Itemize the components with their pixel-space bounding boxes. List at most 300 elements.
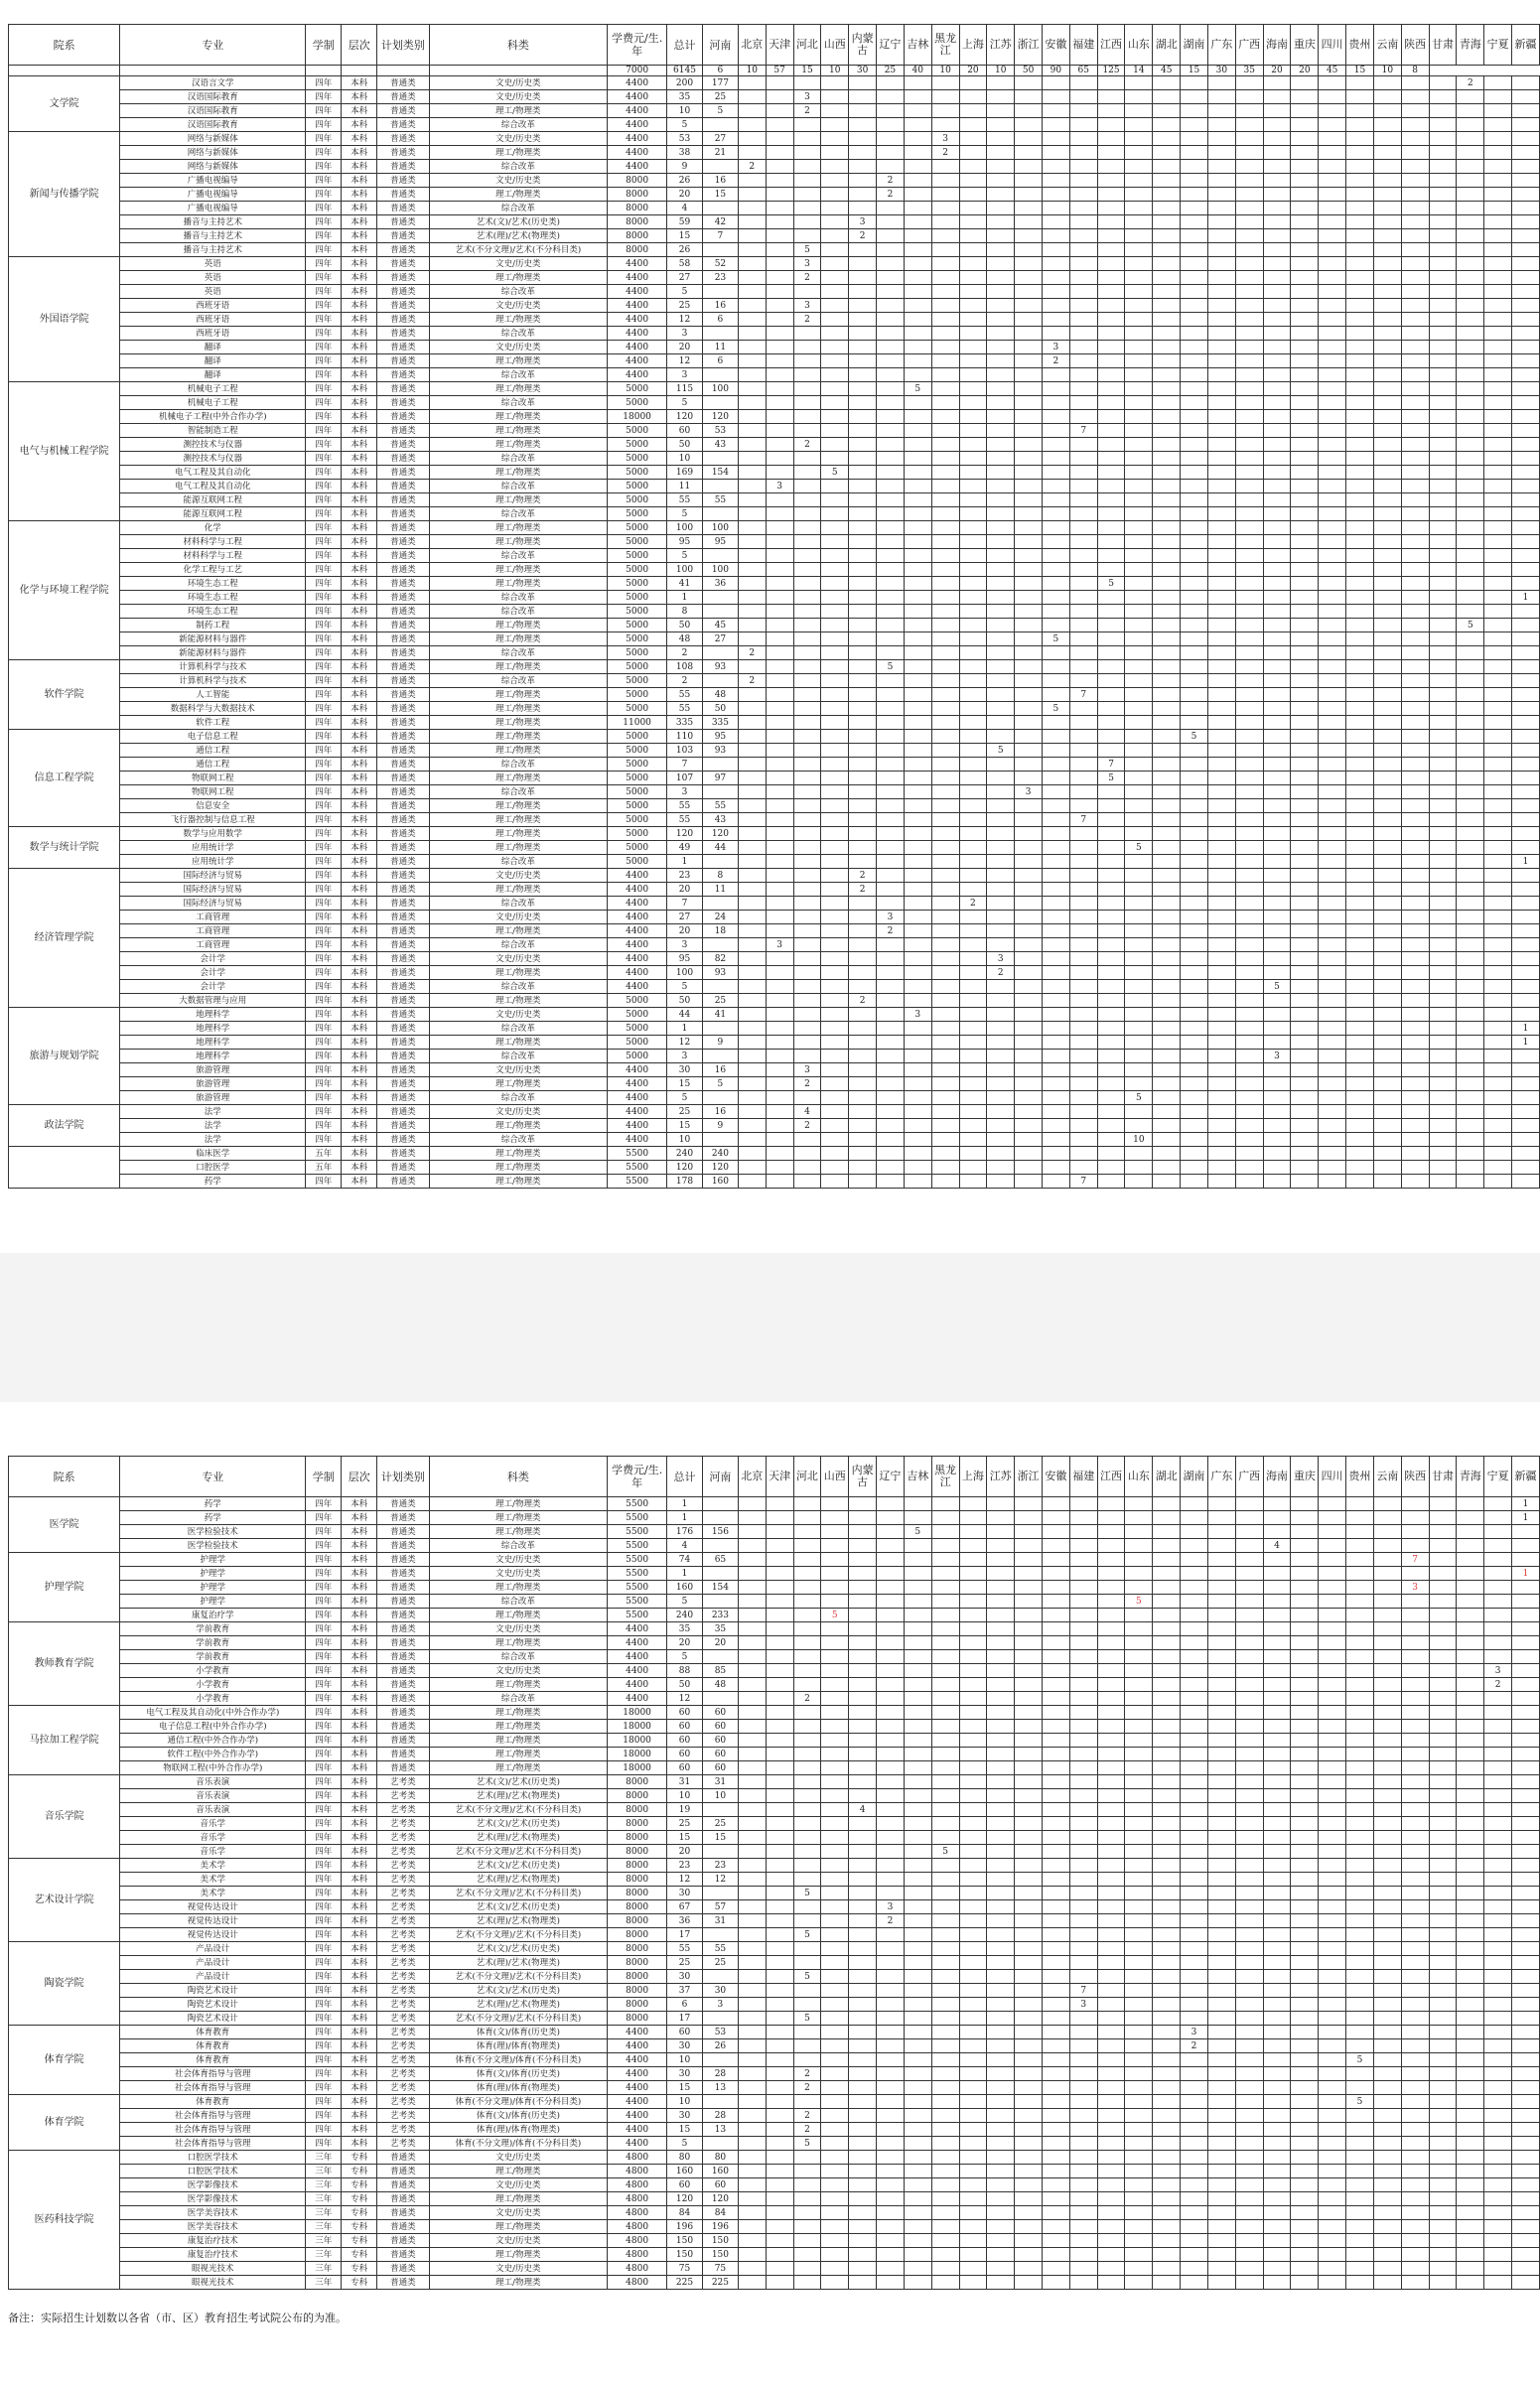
duration-cell: 四年 [306, 452, 342, 466]
province-cell [1319, 1775, 1346, 1789]
province-cell [1291, 799, 1319, 813]
province-cell [1291, 480, 1319, 493]
province-cell [1235, 243, 1263, 257]
duration-cell: 四年 [306, 285, 342, 299]
province-cell [1015, 188, 1043, 202]
province-cell [931, 632, 959, 646]
province-cell [904, 1609, 931, 1622]
subject-cell: 理工/物理类 [429, 354, 608, 368]
province-cell [1512, 2123, 1540, 2137]
province-cell [821, 1525, 849, 1539]
duration-cell: 四年 [306, 132, 342, 146]
province-cell [821, 716, 849, 730]
province-cell [1457, 1928, 1484, 1942]
province-cell [1153, 396, 1181, 410]
province-cell [1373, 799, 1401, 813]
province-cell [1319, 1720, 1346, 1734]
province-cell [1015, 883, 1043, 897]
table-row [9, 507, 1540, 521]
province-cell [793, 1050, 821, 1063]
province-cell [1263, 1734, 1291, 1748]
province-cell [904, 1928, 931, 1942]
major-cell: 小学教育 [120, 1664, 306, 1678]
province-cell [1235, 744, 1263, 758]
province-cell [1015, 577, 1043, 591]
major-cell: 人工智能 [120, 688, 306, 702]
province-cell [904, 1734, 931, 1748]
province-header: 北京 [738, 25, 766, 66]
province-cell [1429, 619, 1457, 632]
tuition-cell: 5500 [608, 1567, 667, 1581]
province-cell [1373, 1497, 1401, 1511]
province-cell [1097, 174, 1125, 188]
major-cell: 新能源材料与器件 [120, 632, 306, 646]
province-cell [1042, 2151, 1069, 2165]
tuition-cell: 5500 [608, 1581, 667, 1595]
province-cell [1015, 632, 1043, 646]
province-cell [1512, 1998, 1540, 2012]
table-row [9, 1581, 1540, 1595]
province-cell [1097, 382, 1125, 396]
table-row [9, 1900, 1540, 1914]
province-cell [1484, 2123, 1512, 2137]
major-cell: 视觉传达设计 [120, 1900, 306, 1914]
level-cell: 本科 [342, 966, 377, 980]
level-cell: 本科 [342, 1831, 377, 1845]
province-cell [1015, 1664, 1043, 1678]
plan-type-cell: 普通类 [377, 76, 429, 90]
province-cell [1401, 758, 1429, 772]
province-cell [821, 1511, 849, 1525]
province-cell [1125, 1050, 1153, 1063]
province-cell [821, 2067, 849, 2081]
province-cell [1346, 1511, 1374, 1525]
province-cell [1042, 1525, 1069, 1539]
province-cell [821, 1803, 849, 1817]
province-cell [1042, 563, 1069, 577]
totals-cell: 10 [1373, 66, 1401, 76]
province-cell [1042, 2123, 1069, 2137]
province-cell [1235, 1887, 1263, 1900]
province-cell [987, 1036, 1015, 1050]
province-cell [877, 2095, 905, 2109]
province-cell [931, 424, 959, 438]
total-cell: 60 [667, 424, 703, 438]
province-cell [1512, 104, 1540, 118]
province-cell [1153, 619, 1181, 632]
province-cell [987, 1063, 1015, 1077]
province-cell [1181, 1720, 1208, 1734]
province-cell [931, 716, 959, 730]
province-cell [1484, 577, 1512, 591]
province-cell [1346, 1497, 1374, 1511]
province-cell [1207, 1664, 1235, 1678]
province-cell [959, 299, 987, 313]
level-cell: 专科 [342, 2151, 377, 2165]
province-cell [1015, 1845, 1043, 1859]
province-cell [1291, 1817, 1319, 1831]
province-cell [1042, 883, 1069, 897]
province-cell [1457, 1748, 1484, 1761]
province-header: 上海 [959, 25, 987, 66]
province-cell [849, 1063, 877, 1077]
table-row [9, 1525, 1540, 1539]
plan-type-cell: 艺考类 [377, 1956, 429, 1970]
duration-cell: 四年 [306, 229, 342, 243]
province-cell [1346, 1900, 1374, 1914]
province-header: 河南 [702, 25, 738, 66]
plan-type-cell: 普通类 [377, 1720, 429, 1734]
province-cell [1235, 1761, 1263, 1775]
province-cell [1042, 2053, 1069, 2067]
duration-cell: 四年 [306, 1692, 342, 1706]
province-cell [1125, 299, 1153, 313]
province-cell [1291, 1887, 1319, 1900]
table-row [9, 632, 1540, 646]
province-cell [1042, 1077, 1069, 1091]
province-cell [1153, 1636, 1181, 1650]
province-cell [1512, 160, 1540, 174]
province-cell [1291, 785, 1319, 799]
province-cell [1015, 1063, 1043, 1077]
province-cell [959, 1970, 987, 1984]
province-cell [1401, 1525, 1429, 1539]
province-cell [1401, 188, 1429, 202]
major-cell: 医学检验技术 [120, 1539, 306, 1553]
province-cell [1457, 1817, 1484, 1831]
tuition-cell: 5000 [608, 424, 667, 438]
henan-cell: 60 [702, 1761, 738, 1775]
province-cell [1235, 327, 1263, 341]
province-cell [1457, 480, 1484, 493]
plan-type-cell: 艺考类 [377, 1998, 429, 2012]
province-cell [1429, 1817, 1457, 1831]
province-cell [1319, 174, 1346, 188]
province-cell [987, 1887, 1015, 1900]
province-cell [931, 215, 959, 229]
province-cell [1097, 730, 1125, 744]
province-cell [1291, 772, 1319, 785]
province-cell [821, 1105, 849, 1119]
province-cell [931, 619, 959, 632]
total-cell: 11 [667, 480, 703, 493]
province-cell [1346, 577, 1374, 591]
province-cell [1373, 1511, 1401, 1525]
province-cell [766, 716, 793, 730]
province-cell [1373, 591, 1401, 605]
province-cell [1207, 674, 1235, 688]
province-cell [1097, 1581, 1125, 1595]
province-cell [1401, 744, 1429, 758]
province-cell [766, 1553, 793, 1567]
henan-cell [702, 1497, 738, 1511]
province-cell [1015, 605, 1043, 619]
province-cell [877, 521, 905, 535]
province-cell [1401, 535, 1429, 549]
total-cell: 120 [667, 1161, 703, 1175]
province-cell [931, 1175, 959, 1189]
province-cell [766, 2137, 793, 2151]
total-cell: 38 [667, 146, 703, 160]
province-cell [1125, 994, 1153, 1008]
province-cell [1401, 2123, 1429, 2137]
province-cell [1429, 1748, 1457, 1761]
tuition-cell: 8000 [608, 243, 667, 257]
province-cell [904, 1105, 931, 1119]
province-cell [1207, 1077, 1235, 1091]
province-cell [821, 1984, 849, 1998]
province-cell [821, 1789, 849, 1803]
total-cell: 55 [667, 493, 703, 507]
henan-cell: 100 [702, 563, 738, 577]
province-cell [1401, 605, 1429, 619]
province-cell [1373, 1748, 1401, 1761]
province-cell [1181, 1900, 1208, 1914]
table-row [9, 1789, 1540, 1803]
province-cell [1429, 1636, 1457, 1650]
province-cell [877, 1748, 905, 1761]
province-cell [1153, 591, 1181, 605]
province-cell [1207, 799, 1235, 813]
province-cell [1207, 2081, 1235, 2095]
table-row [9, 1036, 1540, 1050]
tuition-cell: 8000 [608, 2012, 667, 2026]
province-cell [1457, 2026, 1484, 2039]
province-cell [959, 549, 987, 563]
province-cell [1042, 2067, 1069, 2081]
province-cell [1346, 1525, 1374, 1539]
province-cell [1457, 813, 1484, 827]
province-cell [793, 605, 821, 619]
major-cell: 机械电子工程(中外合作办学) [120, 410, 306, 424]
province-cell [1291, 1998, 1319, 2012]
province-cell [1512, 1133, 1540, 1147]
province-cell [987, 243, 1015, 257]
province-cell [1263, 160, 1291, 174]
province-cell [1125, 2053, 1153, 2067]
province-cell [821, 2109, 849, 2123]
henan-cell: 160 [702, 1175, 738, 1189]
province-cell [904, 827, 931, 841]
province-cell [1346, 188, 1374, 202]
province-cell [931, 1998, 959, 2012]
province-cell [1207, 535, 1235, 549]
plan-type-cell: 艺考类 [377, 2067, 429, 2081]
subject-cell: 文史/历史类 [429, 132, 608, 146]
total-cell: 23 [667, 869, 703, 883]
province-cell [1097, 1956, 1125, 1970]
henan-cell: 11 [702, 341, 738, 354]
province-cell [1373, 841, 1401, 855]
province-cell [849, 758, 877, 772]
province-cell [1484, 980, 1512, 994]
table-row [9, 1734, 1540, 1748]
province-cell: 5 [793, 1887, 821, 1900]
province-cell [1097, 410, 1125, 424]
province-cell [1125, 1539, 1153, 1553]
province-cell [1015, 1817, 1043, 1831]
province-cell: 1 [1512, 855, 1540, 869]
province-cell [959, 563, 987, 577]
province-cell [987, 1928, 1015, 1942]
province-cell [1207, 1636, 1235, 1650]
province-cell [738, 716, 766, 730]
province-cell [1319, 160, 1346, 174]
province-cell [1319, 257, 1346, 271]
subject-cell: 理工/物理类 [429, 1161, 608, 1175]
province-cell [1319, 1831, 1346, 1845]
table-row [9, 1678, 1540, 1692]
henan-cell: 5 [702, 104, 738, 118]
province-cell [1042, 160, 1069, 174]
province-cell [1373, 146, 1401, 160]
province-cell [1015, 2123, 1043, 2137]
duration-cell: 四年 [306, 1105, 342, 1119]
tuition-cell: 5000 [608, 674, 667, 688]
province-cell [1429, 1063, 1457, 1077]
duration-cell: 四年 [306, 424, 342, 438]
province-cell [904, 1914, 931, 1928]
major-cell: 药学 [120, 1175, 306, 1189]
province-cell [1373, 911, 1401, 924]
province-cell [1181, 1105, 1208, 1119]
province-cell [1346, 76, 1374, 90]
province-cell [738, 2026, 766, 2039]
total-cell: 10 [667, 452, 703, 466]
province-cell [766, 2053, 793, 2067]
province-header: 安徽 [1042, 25, 1069, 66]
province-cell [1457, 674, 1484, 688]
major-cell: 制药工程 [120, 619, 306, 632]
province-cell [1125, 1175, 1153, 1189]
province-cell [904, 1175, 931, 1189]
province-cell [1484, 855, 1512, 869]
table-row [9, 229, 1540, 243]
province-cell [738, 132, 766, 146]
province-cell [987, 632, 1015, 646]
province-cell [849, 535, 877, 549]
province-header: 辽宁 [877, 1457, 905, 1497]
col-duration-header: 学制 [306, 1457, 342, 1497]
province-cell [1319, 507, 1346, 521]
province-cell [987, 1525, 1015, 1539]
province-cell [904, 841, 931, 855]
province-cell [1235, 354, 1263, 368]
level-cell: 本科 [342, 1956, 377, 1970]
province-header: 湖北 [1153, 25, 1181, 66]
province-cell [931, 1914, 959, 1928]
province-cell [931, 438, 959, 452]
province-cell [1512, 799, 1540, 813]
table-row [9, 591, 1540, 605]
totals-cell: 20 [1291, 66, 1319, 76]
subject-cell: 理工/物理类 [429, 1706, 608, 1720]
province-cell [821, 1720, 849, 1734]
plan-type-cell: 艺考类 [377, 2012, 429, 2026]
province-cell [1484, 1956, 1512, 1970]
province-cell [1015, 1077, 1043, 1091]
province-cell [793, 1831, 821, 1845]
province-cell [766, 1119, 793, 1133]
province-cell [1346, 688, 1374, 702]
duration-cell: 四年 [306, 924, 342, 938]
total-cell: 2 [667, 674, 703, 688]
province-cell [1484, 2026, 1512, 2039]
province-cell [1291, 605, 1319, 619]
major-cell: 化学 [120, 521, 306, 535]
province-cell [904, 646, 931, 660]
subject-cell: 理工/物理类 [429, 716, 608, 730]
province-cell [1263, 1998, 1291, 2012]
province-cell [821, 1873, 849, 1887]
henan-cell: 44 [702, 841, 738, 855]
province-cell [1346, 1175, 1374, 1189]
province-cell [1319, 869, 1346, 883]
province-cell [1181, 438, 1208, 452]
province-cell [959, 313, 987, 327]
province-cell [1457, 883, 1484, 897]
plan-type-cell: 普通类 [377, 1119, 429, 1133]
province-cell [1235, 883, 1263, 897]
province-cell [904, 507, 931, 521]
college-cell: 数学与统计学院 [9, 827, 120, 869]
province-cell [821, 493, 849, 507]
plan-type-cell: 艺考类 [377, 2137, 429, 2151]
province-cell [877, 1133, 905, 1147]
province-cell [1235, 146, 1263, 160]
province-cell [1373, 354, 1401, 368]
province-cell [766, 104, 793, 118]
province-cell [1235, 2123, 1263, 2137]
province-header: 陕西 [1401, 25, 1429, 66]
province-cell [987, 507, 1015, 521]
province-cell [904, 1636, 931, 1650]
province-cell [931, 646, 959, 660]
col-plan-type-header: 计划类别 [377, 25, 429, 66]
province-cell [959, 1525, 987, 1539]
level-cell: 本科 [342, 76, 377, 90]
province-cell [1153, 2067, 1181, 2081]
province-cell [1069, 646, 1097, 660]
province-cell [1457, 577, 1484, 591]
province-cell [877, 257, 905, 271]
province-cell [1373, 1022, 1401, 1036]
level-cell: 本科 [342, 855, 377, 869]
province-cell [1484, 299, 1512, 313]
province-cell [821, 758, 849, 772]
province-cell [987, 1497, 1015, 1511]
province-cell [931, 104, 959, 118]
table-row [9, 493, 1540, 507]
total-cell: 3 [667, 1050, 703, 1063]
tuition-cell: 5000 [608, 632, 667, 646]
province-cell [793, 813, 821, 827]
total-cell: 5 [667, 1650, 703, 1664]
province-cell [1484, 104, 1512, 118]
level-cell: 本科 [342, 188, 377, 202]
province-cell [738, 90, 766, 104]
province-cell [1153, 174, 1181, 188]
province-cell [1512, 1928, 1540, 1942]
province-cell [1153, 980, 1181, 994]
province-cell [877, 1789, 905, 1803]
tuition-cell: 8000 [608, 1845, 667, 1859]
province-cell [1125, 215, 1153, 229]
province-cell [1291, 2053, 1319, 2067]
level-cell: 本科 [342, 299, 377, 313]
province-cell [849, 2109, 877, 2123]
level-cell: 本科 [342, 1942, 377, 1956]
